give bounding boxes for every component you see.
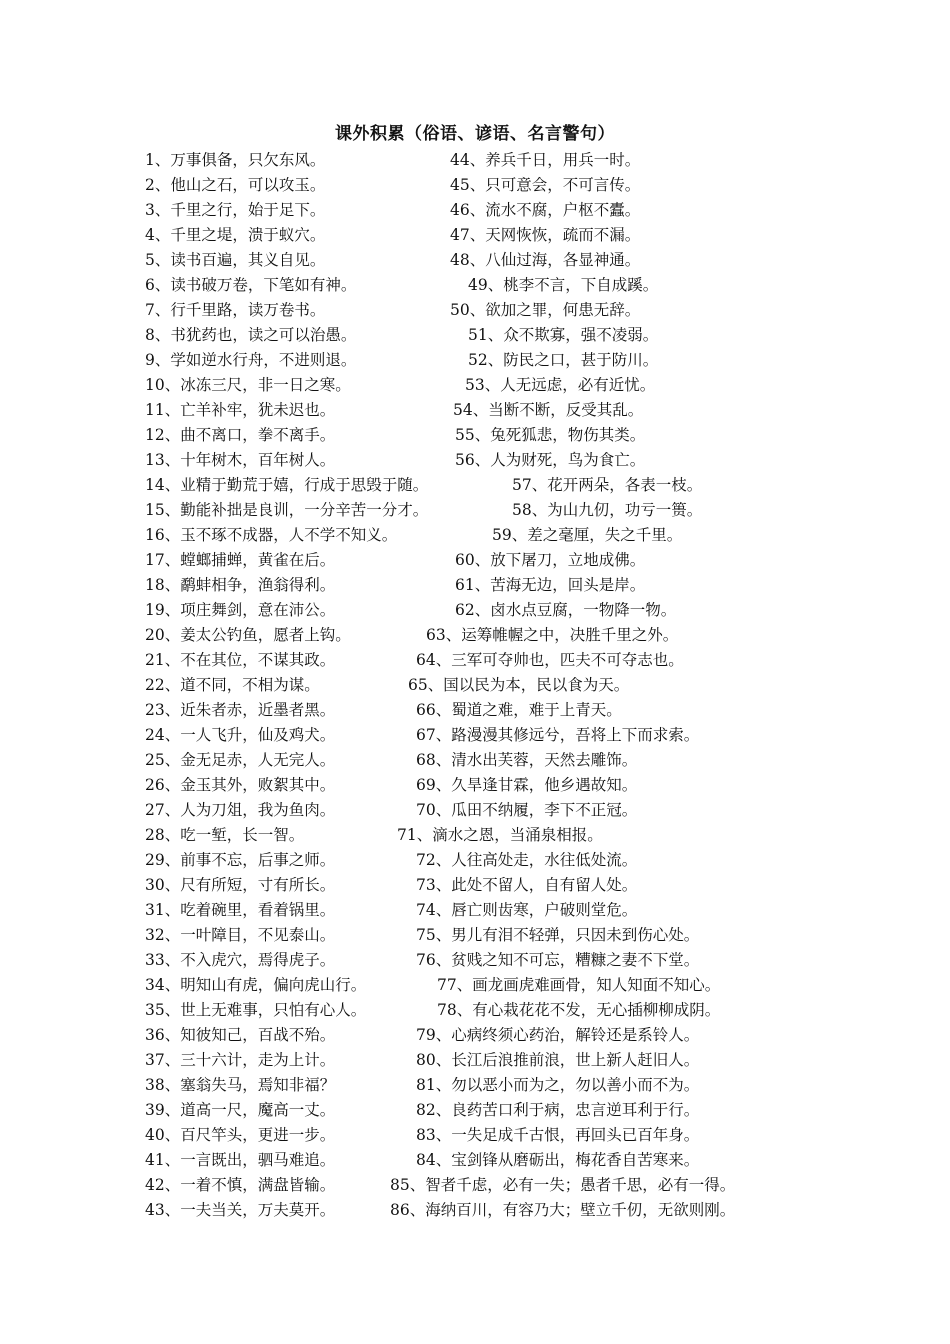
proverb-row bbox=[0, 1073, 950, 1098]
proverb-list bbox=[0, 148, 950, 1223]
proverb-left: 28、吃一堑，长一智。 bbox=[145, 826, 305, 844]
proverb-row bbox=[0, 998, 950, 1023]
proverb-row bbox=[0, 773, 950, 798]
proverb-left: 33、不入虎穴，焉得虎子。 bbox=[145, 951, 336, 969]
proverb-right: 76、贫贱之知不可忘，糟糠之妻不下堂。 bbox=[416, 951, 700, 969]
proverb-left: 20、姜太公钓鱼，愿者上钩。 bbox=[145, 626, 351, 644]
proverb-left: 43、一夫当关，万夫莫开。 bbox=[145, 1201, 336, 1219]
proverb-row bbox=[0, 248, 950, 273]
proverb-right: 74、唇亡则齿寒，户破则堂危。 bbox=[416, 901, 638, 919]
proverb-left: 22、道不同，不相为谋。 bbox=[145, 676, 320, 694]
proverb-right: 52、防民之口，甚于防川。 bbox=[468, 351, 659, 369]
proverb-left: 12、曲不离口，拳不离手。 bbox=[145, 426, 336, 444]
proverb-left: 30、尺有所短，寸有所长。 bbox=[145, 876, 336, 894]
proverb-right: 64、三军可夺帅也，匹夫不可夺志也。 bbox=[416, 651, 684, 669]
proverb-right: 85、智者千虑，必有一失；愚者千思，必有一得。 bbox=[390, 1176, 736, 1194]
proverb-left: 15、勤能补拙是良训，一分辛苦一分才。 bbox=[145, 501, 429, 519]
proverb-row bbox=[0, 273, 950, 298]
proverb-right: 62、卤水点豆腐，一物降一物。 bbox=[455, 601, 677, 619]
proverb-right: 56、人为财死，鸟为食亡。 bbox=[455, 451, 646, 469]
proverb-right: 55、兔死狐悲，物伤其类。 bbox=[455, 426, 646, 444]
proverb-right: 69、久旱逢甘霖，他乡遇故知。 bbox=[416, 776, 638, 794]
proverb-row bbox=[0, 1098, 950, 1123]
proverb-left: 6、读书破万卷，下笔如有神。 bbox=[145, 276, 357, 294]
proverb-row bbox=[0, 748, 950, 773]
proverb-left: 14、业精于勤荒于嬉，行成于思毁于随。 bbox=[145, 476, 429, 494]
proverb-right: 53、人无远虑，必有近忧。 bbox=[465, 376, 656, 394]
proverb-row bbox=[0, 598, 950, 623]
proverb-row bbox=[0, 623, 950, 648]
proverb-row bbox=[0, 1048, 950, 1073]
proverb-left: 25、金无足赤，人无完人。 bbox=[145, 751, 336, 769]
proverb-row bbox=[0, 873, 950, 898]
proverb-right: 49、桃李不言，下自成蹊。 bbox=[468, 276, 659, 294]
proverb-row bbox=[0, 698, 950, 723]
proverb-row bbox=[0, 973, 950, 998]
proverb-right: 75、男儿有泪不轻弹，只因未到伤心处。 bbox=[416, 926, 700, 944]
proverb-row bbox=[0, 223, 950, 248]
proverb-right: 72、人往高处走，水往低处流。 bbox=[416, 851, 638, 869]
proverb-left: 39、道高一尺，魔高一丈。 bbox=[145, 1101, 336, 1119]
proverb-row bbox=[0, 848, 950, 873]
proverb-row bbox=[0, 173, 950, 198]
proverb-right: 71、滴水之恩，当涌泉相报。 bbox=[397, 826, 603, 844]
proverb-row bbox=[0, 948, 950, 973]
proverb-row bbox=[0, 1148, 950, 1173]
proverb-left: 13、十年树木，百年树人。 bbox=[145, 451, 336, 469]
proverb-right: 70、瓜田不纳履，李下不正冠。 bbox=[416, 801, 638, 819]
proverb-row bbox=[0, 423, 950, 448]
proverb-row bbox=[0, 673, 950, 698]
proverb-right: 83、一失足成千古恨，再回头已百年身。 bbox=[416, 1126, 700, 1144]
proverb-row bbox=[0, 898, 950, 923]
page-title: 课外积累（俗语、谚语、名言警句） bbox=[335, 124, 615, 144]
proverb-row bbox=[0, 573, 950, 598]
proverb-left: 36、知彼知己，百战不殆。 bbox=[145, 1026, 336, 1044]
proverb-left: 16、玉不琢不成器，人不学不知义。 bbox=[145, 526, 398, 544]
proverb-right: 60、放下屠刀，立地成佛。 bbox=[455, 551, 646, 569]
proverb-right: 63、运筹帷幄之中，决胜千里之外。 bbox=[426, 626, 679, 644]
proverb-right: 79、心病终须心药治，解铃还是系铃人。 bbox=[416, 1026, 700, 1044]
proverb-left: 18、鹬蚌相争，渔翁得利。 bbox=[145, 576, 336, 594]
proverb-right: 77、画龙画虎难画骨，知人知面不知心。 bbox=[437, 976, 721, 994]
proverb-left: 42、一着不慎，满盘皆输。 bbox=[145, 1176, 336, 1194]
proverb-row bbox=[0, 323, 950, 348]
proverb-left: 38、塞翁失马，焉知非福？ bbox=[145, 1076, 336, 1094]
proverb-right: 80、长江后浪推前浪，世上新人赶旧人。 bbox=[416, 1051, 700, 1069]
proverb-row bbox=[0, 473, 950, 498]
proverb-left: 32、一叶障目，不见泰山。 bbox=[145, 926, 336, 944]
proverb-left: 9、学如逆水行舟，不进则退。 bbox=[145, 351, 357, 369]
proverb-left: 5、读书百遍，其义自见。 bbox=[145, 251, 326, 269]
proverb-right: 84、宝剑锋从磨砺出，梅花香自苦寒来。 bbox=[416, 1151, 700, 1169]
proverb-right: 67、路漫漫其修远兮，吾将上下而求索。 bbox=[416, 726, 700, 744]
proverb-left: 23、近朱者赤，近墨者黑。 bbox=[145, 701, 336, 719]
proverb-left: 2、他山之石，可以攻玉。 bbox=[145, 176, 326, 194]
proverb-row bbox=[0, 1023, 950, 1048]
proverb-right: 68、清水出芙蓉，天然去雕饰。 bbox=[416, 751, 638, 769]
proverb-right: 82、良药苦口利于病，忠言逆耳利于行。 bbox=[416, 1101, 700, 1119]
proverb-right: 58、为山九仞，功亏一篑。 bbox=[512, 501, 703, 519]
proverb-right: 51、众不欺寡，强不凌弱。 bbox=[468, 326, 659, 344]
proverb-right: 54、当断不断，反受其乱。 bbox=[453, 401, 644, 419]
proverb-left: 3、千里之行，始于足下。 bbox=[145, 201, 326, 219]
proverb-right: 65、国以民为本，民以食为天。 bbox=[408, 676, 630, 694]
proverb-right: 44、养兵千日，用兵一时。 bbox=[450, 151, 641, 169]
proverb-row bbox=[0, 498, 950, 523]
proverb-row bbox=[0, 298, 950, 323]
proverb-row bbox=[0, 798, 950, 823]
proverb-left: 29、前事不忘，后事之师。 bbox=[145, 851, 336, 869]
proverb-right: 78、有心栽花花不发，无心插柳柳成阴。 bbox=[437, 1001, 721, 1019]
proverb-right: 59、差之毫厘，失之千里。 bbox=[492, 526, 683, 544]
proverb-row bbox=[0, 348, 950, 373]
proverb-right: 45、只可意会，不可言传。 bbox=[450, 176, 641, 194]
proverb-right: 66、蜀道之难，难于上青天。 bbox=[416, 701, 622, 719]
proverb-left: 11、亡羊补牢，犹未迟也。 bbox=[145, 401, 336, 419]
proverb-left: 4、千里之堤，溃于蚁穴。 bbox=[145, 226, 326, 244]
proverb-left: 40、百尺竿头，更进一步。 bbox=[145, 1126, 336, 1144]
proverb-right: 46、流水不腐，户枢不蠹。 bbox=[450, 201, 641, 219]
proverb-left: 21、不在其位，不谋其政。 bbox=[145, 651, 336, 669]
proverb-right: 86、海纳百川，有容乃大；壁立千仞，无欲则刚。 bbox=[390, 1201, 736, 1219]
proverb-left: 35、世上无难事，只怕有心人。 bbox=[145, 1001, 367, 1019]
proverb-left: 27、人为刀俎，我为鱼肉。 bbox=[145, 801, 336, 819]
proverb-right: 47、天网恢恢，疏而不漏。 bbox=[450, 226, 641, 244]
proverb-row bbox=[0, 1198, 950, 1223]
proverb-left: 34、明知山有虎，偏向虎山行。 bbox=[145, 976, 367, 994]
proverb-right: 61、苦海无边，回头是岸。 bbox=[455, 576, 646, 594]
proverb-left: 19、项庄舞剑，意在沛公。 bbox=[145, 601, 336, 619]
proverb-row bbox=[0, 923, 950, 948]
proverb-right: 50、欲加之罪，何患无辞。 bbox=[450, 301, 641, 319]
proverb-row bbox=[0, 548, 950, 573]
proverb-left: 1、万事俱备，只欠东风。 bbox=[145, 151, 326, 169]
proverb-row bbox=[0, 523, 950, 548]
proverb-left: 31、吃着碗里，看着锅里。 bbox=[145, 901, 336, 919]
proverb-right: 73、此处不留人，自有留人处。 bbox=[416, 876, 638, 894]
proverb-left: 24、一人飞升，仙及鸡犬。 bbox=[145, 726, 336, 744]
proverb-row bbox=[0, 198, 950, 223]
proverb-row bbox=[0, 1123, 950, 1148]
proverb-left: 7、行千里路，读万卷书。 bbox=[145, 301, 326, 319]
proverb-row bbox=[0, 148, 950, 173]
proverb-left: 17、螳螂捕蝉，黄雀在后。 bbox=[145, 551, 336, 569]
proverb-right: 57、花开两朵，各表一枝。 bbox=[512, 476, 703, 494]
proverb-row bbox=[0, 648, 950, 673]
proverb-right: 48、八仙过海，各显神通。 bbox=[450, 251, 641, 269]
proverb-row bbox=[0, 1173, 950, 1198]
proverb-row bbox=[0, 823, 950, 848]
proverb-left: 8、书犹药也，读之可以治愚。 bbox=[145, 326, 357, 344]
proverb-left: 41、一言既出，驷马难追。 bbox=[145, 1151, 336, 1169]
proverb-left: 26、金玉其外，败絮其中。 bbox=[145, 776, 336, 794]
proverb-row bbox=[0, 448, 950, 473]
proverb-right: 81、勿以恶小而为之，勿以善小而不为。 bbox=[416, 1076, 700, 1094]
proverb-row bbox=[0, 373, 950, 398]
proverb-row bbox=[0, 398, 950, 423]
proverb-left: 10、冰冻三尺，非一日之寒。 bbox=[145, 376, 351, 394]
proverb-row bbox=[0, 723, 950, 748]
proverb-left: 37、三十六计，走为上计。 bbox=[145, 1051, 336, 1069]
